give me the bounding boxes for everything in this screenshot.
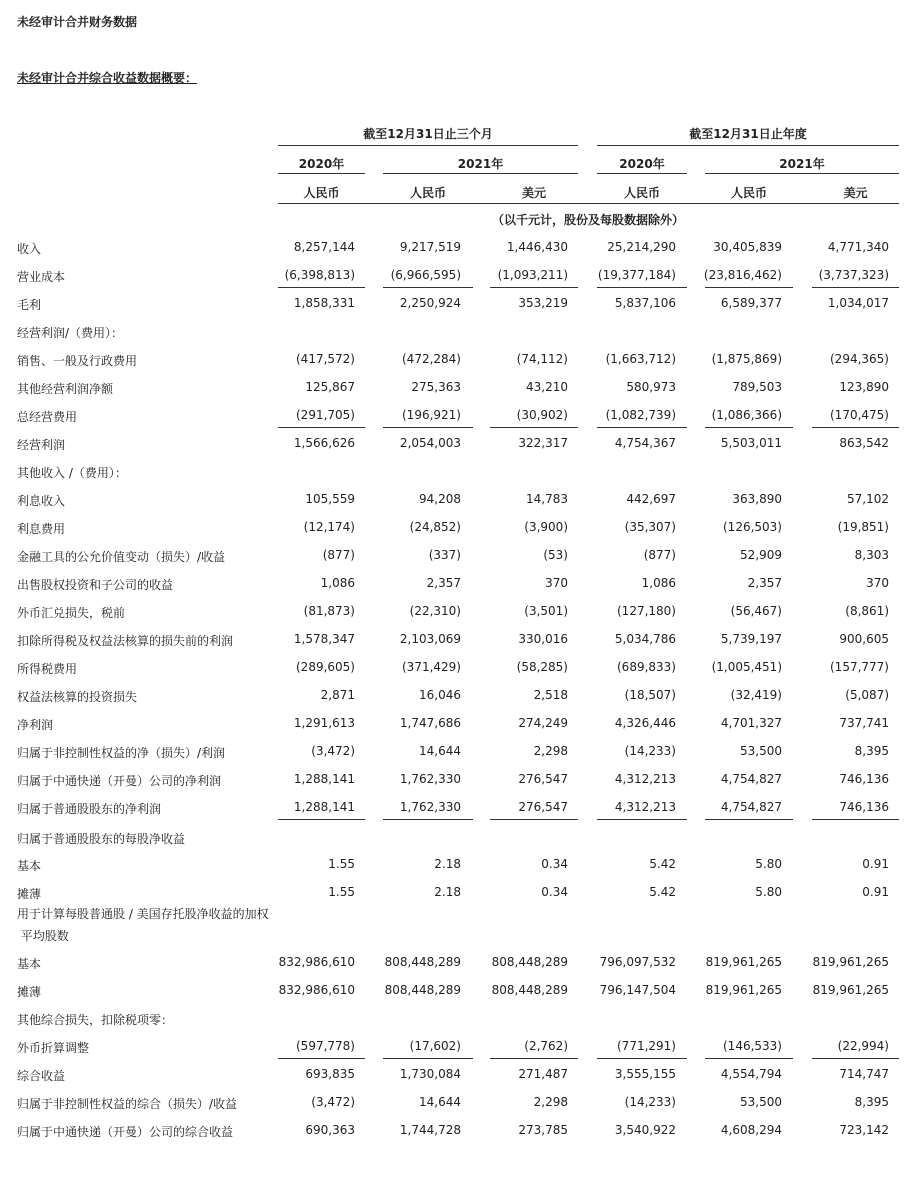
cell-value: 370	[866, 576, 889, 590]
table-row	[0, 324, 917, 348]
cell-value: (170,475)	[830, 408, 889, 422]
row-label: 摊薄	[17, 985, 42, 999]
row-label: 其他综合损失，扣除税项零：	[17, 1013, 174, 1027]
cell-value: (1,663,712)	[605, 352, 676, 366]
cell-value: 796,147,504	[599, 983, 676, 997]
cell-value: 1.55	[328, 885, 355, 899]
cell-value: 808,448,289	[384, 983, 461, 997]
cell-value: 4,326,446	[614, 716, 676, 730]
header-full-year: 截至12月31日止年度	[689, 127, 807, 141]
subtotal-rule	[490, 427, 578, 428]
cell-value: (35,307)	[624, 520, 676, 534]
cell-value: 442,697	[626, 492, 676, 506]
cell-value: (19,377,184)	[597, 268, 676, 282]
row-label: 其他收入 /（费用）：	[17, 466, 127, 480]
row-label: 外币汇兑损失，税前	[17, 606, 126, 620]
cell-value: 2.18	[434, 857, 461, 871]
subtotal-rule	[490, 1058, 578, 1059]
cell-value: 1,730,084	[399, 1067, 461, 1081]
cell-value: (146,533)	[723, 1039, 782, 1053]
row-label: 摊薄	[17, 887, 42, 901]
cell-value: 123,890	[839, 380, 889, 394]
cell-value: (157,777)	[830, 660, 889, 674]
cell-value: 0.91	[862, 857, 889, 871]
cell-value: 2,298	[533, 744, 568, 758]
cell-value: 14,644	[419, 744, 461, 758]
cell-value: 789,503	[732, 380, 782, 394]
subtotal-rule	[705, 1058, 793, 1059]
cell-value: 52,909	[740, 548, 782, 562]
cell-value: (877)	[322, 548, 355, 562]
cell-value: (771,291)	[617, 1039, 676, 1053]
row-label: 归属于普通股股东的净利润	[17, 802, 162, 816]
cell-value: 2,103,069	[399, 632, 461, 646]
header-rule	[278, 145, 578, 146]
cell-value: 808,448,289	[384, 955, 461, 969]
cell-value: (22,310)	[409, 604, 461, 618]
cell-value: 5.80	[755, 857, 782, 871]
cell-value: 353,219	[518, 296, 568, 310]
row-label: 扣除所得税及权益法核算的损失前的利润	[17, 634, 234, 648]
table-row	[0, 268, 917, 292]
cell-value: 3,540,922	[614, 1123, 676, 1137]
row-label: 外币折算调整	[17, 1041, 90, 1055]
subtotal-rule	[812, 427, 899, 428]
cell-value: (74,112)	[516, 352, 568, 366]
cell-value: (127,180)	[617, 604, 676, 618]
cell-value: (53)	[543, 548, 568, 562]
cell-value: 94,208	[419, 492, 461, 506]
cell-value: 737,741	[839, 716, 889, 730]
cell-value: 900,605	[839, 632, 889, 646]
table-row	[0, 904, 917, 943]
cell-value: 1,288,141	[293, 800, 355, 814]
cell-value: 2,357	[747, 576, 782, 590]
cell-value: 322,317	[518, 436, 568, 450]
row-label: 基本	[17, 957, 42, 971]
row-label: 归属于非控制性权益的净（损失）/利润	[17, 746, 226, 760]
cell-value: 330,016	[518, 632, 568, 646]
cell-value: 30,405,839	[713, 240, 782, 254]
cell-value: (58,285)	[516, 660, 568, 674]
header-three-months: 截至12月31日止三个月	[363, 127, 493, 141]
subtotal-rule	[278, 427, 365, 428]
cell-value: (12,174)	[303, 520, 355, 534]
row-label: 归属于普通股股东的每股净收益	[17, 832, 186, 846]
cell-value: (23,816,462)	[703, 268, 782, 282]
cell-value: 1,762,330	[399, 800, 461, 814]
table-row	[0, 1123, 917, 1147]
year-2020-q: 2020年	[298, 157, 345, 171]
cell-value: 274,249	[518, 716, 568, 730]
cell-value: 1,086	[320, 576, 355, 590]
cell-value: 125,867	[305, 380, 355, 394]
cell-value: (3,501)	[524, 604, 568, 618]
table-row	[0, 380, 917, 404]
cell-value: (17,602)	[409, 1039, 461, 1053]
cell-value: 2,250,924	[399, 296, 461, 310]
cell-value: (81,873)	[303, 604, 355, 618]
cell-value: 6,589,377	[720, 296, 782, 310]
row-label: 净利润	[17, 718, 54, 732]
cell-value: (14,233)	[624, 744, 676, 758]
cell-value: 2,054,003	[399, 436, 461, 450]
cell-value: 832,986,610	[278, 983, 355, 997]
subtotal-rule	[597, 287, 687, 288]
year-rule	[278, 173, 365, 174]
table-row	[0, 660, 917, 684]
cell-value: 832,986,610	[278, 955, 355, 969]
table-row	[0, 716, 917, 740]
row-label: 归属于非控制性权益的综合（损失）/收益	[17, 1097, 238, 1111]
cell-value: 14,644	[419, 1095, 461, 1109]
cell-value: 693,835	[305, 1067, 355, 1081]
cell-value: 819,961,265	[705, 983, 782, 997]
row-label: 总经营费用	[17, 410, 78, 424]
subtotal-rule	[278, 287, 365, 288]
cell-value: 271,487	[518, 1067, 568, 1081]
cell-value: 4,701,327	[720, 716, 782, 730]
cell-value: (2,762)	[524, 1039, 568, 1053]
cell-value: (1,093,211)	[497, 268, 568, 282]
table-row	[0, 688, 917, 712]
cell-value: 1,034,017	[827, 296, 889, 310]
cell-value: 4,771,340	[827, 240, 889, 254]
cell-value: 5.42	[649, 885, 676, 899]
cell-value: 4,754,367	[614, 436, 676, 450]
year-rule	[597, 173, 687, 174]
cell-value: 16,046	[419, 688, 461, 702]
table-row	[0, 1011, 917, 1035]
table-row	[0, 800, 917, 824]
currency-header: 人民币	[623, 186, 660, 200]
cell-value: (126,503)	[723, 520, 782, 534]
cell-value: 4,312,213	[614, 772, 676, 786]
cell-value: (337)	[428, 548, 461, 562]
cell-value: (294,365)	[830, 352, 889, 366]
cell-value: 4,754,827	[720, 772, 782, 786]
subtotal-rule	[705, 819, 793, 820]
cell-value: 1,762,330	[399, 772, 461, 786]
cell-value: 1,858,331	[293, 296, 355, 310]
cell-value: (24,852)	[409, 520, 461, 534]
subtotal-rule	[383, 427, 473, 428]
cell-value: 5,837,106	[614, 296, 676, 310]
cell-value: (1,875,869)	[711, 352, 782, 366]
cell-value: 1,288,141	[293, 772, 355, 786]
table-row	[0, 240, 917, 264]
cell-value: (196,921)	[402, 408, 461, 422]
cell-value: 690,363	[305, 1123, 355, 1137]
row-label: 权益法核算的投资损失	[17, 690, 138, 704]
table-row	[0, 1039, 917, 1063]
subtotal-rule	[812, 819, 899, 820]
cell-value: 580,973	[626, 380, 676, 394]
subtotal-rule	[812, 287, 899, 288]
currency-header: 美元	[521, 186, 546, 200]
cell-value: 5.80	[755, 885, 782, 899]
cell-value: 4,554,794	[720, 1067, 782, 1081]
cell-value: 1.55	[328, 857, 355, 871]
header-rule	[597, 145, 899, 146]
cell-value: (1,082,739)	[605, 408, 676, 422]
cell-value: (597,778)	[296, 1039, 355, 1053]
table-row	[0, 436, 917, 460]
page-title: 未经审计合并财务数据	[17, 15, 138, 29]
year-rule	[705, 173, 899, 174]
table-row	[0, 408, 917, 432]
cell-value: 1,747,686	[399, 716, 461, 730]
cell-value: 25,214,290	[607, 240, 676, 254]
cell-value: 808,448,289	[491, 983, 568, 997]
row-label: 毛利	[17, 298, 42, 312]
subtotal-rule	[490, 287, 578, 288]
subtotal-rule	[278, 819, 365, 820]
table-row	[0, 830, 917, 854]
cell-value: 363,890	[732, 492, 782, 506]
table-row	[0, 548, 917, 572]
table-row	[0, 520, 917, 544]
currency-header: 人民币	[303, 186, 340, 200]
cell-value: 723,142	[839, 1123, 889, 1137]
row-label: 利息费用	[17, 522, 66, 536]
cell-value: 276,547	[518, 800, 568, 814]
cell-value: 819,961,265	[812, 983, 889, 997]
table-row	[0, 1067, 917, 1091]
cell-value: (14,233)	[624, 1095, 676, 1109]
cell-value: (6,398,813)	[284, 268, 355, 282]
table-row	[0, 772, 917, 796]
table-row	[0, 955, 917, 979]
cell-value: (22,994)	[837, 1039, 889, 1053]
cell-value: 1,578,347	[293, 632, 355, 646]
row-label: 金融工具的公允价值变动（损失）/收益	[17, 550, 226, 564]
cell-value: (3,472)	[311, 1095, 355, 1109]
cell-value: (18,507)	[624, 688, 676, 702]
cell-value: (472,284)	[402, 352, 461, 366]
table-row	[0, 464, 917, 488]
cell-value: (291,705)	[296, 408, 355, 422]
row-label: 出售股权投资和子公司的收益	[17, 578, 174, 592]
cell-value: 273,785	[518, 1123, 568, 1137]
cell-value: 5.42	[649, 857, 676, 871]
cell-value: 14,783	[526, 492, 568, 506]
cell-value: 714,747	[839, 1067, 889, 1081]
cell-value: 8,303	[854, 548, 889, 562]
table-row	[0, 632, 917, 656]
row-label: 经营利润/（费用）：	[17, 326, 124, 340]
cell-value: 2,357	[426, 576, 461, 590]
cell-value: 0.34	[541, 885, 568, 899]
cell-value: 5,034,786	[614, 632, 676, 646]
row-label: 收入	[17, 242, 42, 256]
table-row	[0, 296, 917, 320]
cell-value: 4,608,294	[720, 1123, 782, 1137]
cell-value: 1,566,626	[293, 436, 355, 450]
subtotal-rule	[597, 427, 687, 428]
cell-value: (32,419)	[730, 688, 782, 702]
subtotal-rule	[597, 1058, 687, 1059]
row-label: 归属于中通快递（开曼）公司的净利润	[17, 774, 222, 788]
cell-value: (5,087)	[845, 688, 889, 702]
row-label: 归属于中通快递（开曼）公司的综合收益	[17, 1125, 234, 1139]
subtotal-rule	[383, 287, 473, 288]
subtotal-rule	[812, 1058, 899, 1059]
section-title: 未经审计合并综合收益数据概要：	[17, 71, 198, 85]
table-row	[0, 983, 917, 1007]
cell-value: 43,210	[526, 380, 568, 394]
row-label: 营业成本	[17, 270, 66, 284]
table-row	[0, 744, 917, 768]
cell-value: 2,518	[533, 688, 568, 702]
row-label: 所得税费用	[17, 662, 78, 676]
row-label: 综合收益	[17, 1069, 66, 1083]
cell-value: (417,572)	[296, 352, 355, 366]
cell-value: 5,503,011	[720, 436, 782, 450]
cell-value: (289,605)	[296, 660, 355, 674]
cell-value: (56,467)	[730, 604, 782, 618]
subtotal-rule	[597, 819, 687, 820]
subtotal-rule	[490, 819, 578, 820]
currency-header: 人民币	[730, 186, 767, 200]
table-row	[0, 492, 917, 516]
currency-header: 人民币	[409, 186, 446, 200]
cell-value: 746,136	[839, 772, 889, 786]
cell-value: 2,871	[320, 688, 355, 702]
cell-value: 370	[545, 576, 568, 590]
cell-value: 819,961,265	[812, 955, 889, 969]
row-label: 基本	[17, 859, 42, 873]
cell-value: 1,446,430	[506, 240, 568, 254]
cell-value: 0.34	[541, 857, 568, 871]
cell-value: 5,739,197	[720, 632, 782, 646]
subtotal-rule	[705, 427, 793, 428]
subtotal-rule	[383, 819, 473, 820]
cell-value: 1,291,613	[293, 716, 355, 730]
unit-note: （以千元计，股份及每股数据除外）	[491, 213, 684, 227]
cell-value: 8,257,144	[293, 240, 355, 254]
cell-value: 2,298	[533, 1095, 568, 1109]
cell-value: 57,102	[847, 492, 889, 506]
cell-value: (8,861)	[845, 604, 889, 618]
cell-value: 819,961,265	[705, 955, 782, 969]
cell-value: (877)	[643, 548, 676, 562]
cell-value: (19,851)	[837, 520, 889, 534]
subtotal-rule	[278, 1058, 365, 1059]
row-label: 经营利润	[17, 438, 66, 452]
cell-value: (3,900)	[524, 520, 568, 534]
row-label: 用于计算每股普通股 / 美国存托股净收益的加权 平均股数	[17, 907, 269, 943]
cell-value: (371,429)	[402, 660, 461, 674]
currency-header: 美元	[843, 186, 868, 200]
table-row	[0, 576, 917, 600]
cell-value: (689,833)	[617, 660, 676, 674]
cell-value: 8,395	[854, 1095, 889, 1109]
year-2020-y: 2020年	[619, 157, 665, 171]
cell-value: 4,312,213	[614, 800, 676, 814]
cell-value: 276,547	[518, 772, 568, 786]
cell-value: 2.18	[434, 885, 461, 899]
cell-value: (1,086,366)	[711, 408, 782, 422]
cell-value: (6,966,595)	[390, 268, 461, 282]
cell-value: 863,542	[839, 436, 889, 450]
table-row	[0, 857, 917, 881]
cell-value: (30,902)	[516, 408, 568, 422]
year-rule	[383, 173, 578, 174]
cell-value: (3,472)	[311, 744, 355, 758]
cell-value: 53,500	[740, 1095, 782, 1109]
cell-value: 4,754,827	[720, 800, 782, 814]
cell-value: 808,448,289	[491, 955, 568, 969]
table-row	[0, 352, 917, 376]
row-label: 利息收入	[17, 494, 66, 508]
cell-value: 1,086	[641, 576, 676, 590]
row-label: 销售、一般及行政费用	[17, 354, 138, 368]
cell-value: 105,559	[305, 492, 355, 506]
subtotal-rule	[383, 1058, 473, 1059]
year-2021-y: 2021年	[779, 157, 825, 171]
cell-value: (1,005,451)	[711, 660, 782, 674]
cell-value: 796,097,532	[599, 955, 676, 969]
cell-value: 3,555,155	[614, 1067, 676, 1081]
table-row	[0, 1095, 917, 1119]
subtotal-rule	[705, 287, 793, 288]
row-label: 其他经营利润净额	[17, 382, 114, 396]
cell-value: 1,744,728	[399, 1123, 461, 1137]
cell-value: 746,136	[839, 800, 889, 814]
cell-value: 9,217,519	[399, 240, 461, 254]
cell-value: 8,395	[854, 744, 889, 758]
cell-value: 275,363	[411, 380, 461, 394]
cell-value: 53,500	[740, 744, 782, 758]
table-row	[0, 604, 917, 628]
cell-value: (3,737,323)	[818, 268, 889, 282]
currency-rule	[278, 203, 899, 204]
year-2021-q: 2021年	[457, 157, 504, 171]
cell-value: 0.91	[862, 885, 889, 899]
